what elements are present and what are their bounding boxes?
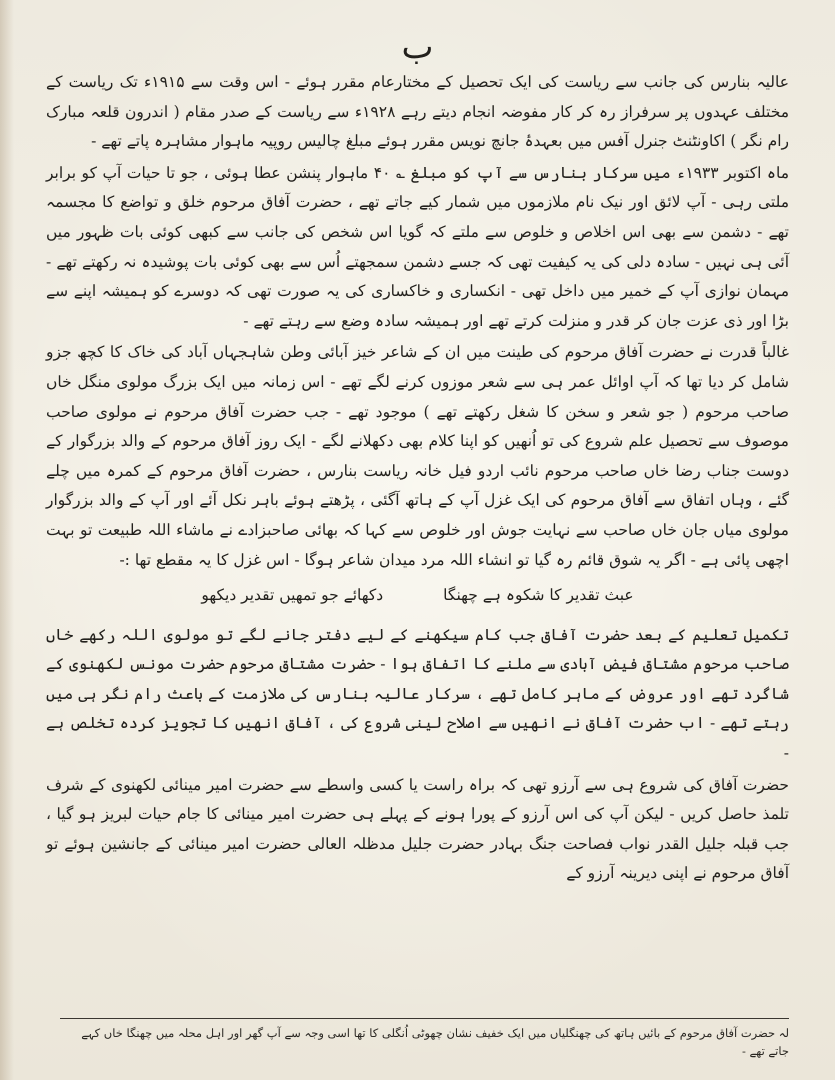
paragraph-education-mentor: تکمیل تعلیم کے بعد حضرت آفاق جب کام سیکھنے کے لیے دفتر جانے لگے تو مولوی اللہ رکھے خاں صاحب مرحوم مشتاق فیض آبادی سے ملنے کا اتفاق ہوا - حضرت مشتاق مرحوم حضرت مونس لکھنوی کے شاگرد تھے اور عروض کے ماہر کامل تھے ، سرکار عالیہ بنارس کی ملازمت کے باعث رام نگر ہی میں رہتے تھے - اب حضرت آفاق نے انھیں سے اصلاح لینی شروع کی ، آفاق انھیں کا تجویز کردہ تخلص ہے - <box>46 625 789 763</box>
couplet-verse <box>46 581 789 611</box>
paragraph-service-history: عالیہ بنارس کی جانب سے ریاست کی ایک تحصیل کے مختارعام مقرر ہوئے - اس وقت سے ۱۹۱۵ء تک ریاست کے مختلف عہدوں پر سرفراز رہ کر کار مفوضہ انجام دیتے رہے ۱۹۲۸ء سے ریاست کے صدر مقام ( اندرون قلعہ مبارک رام نگر ) اکاونٹنٹ جنرل آفس میں بعہدۂ جانچ نویس مقرر ہوئے مبلغ چالیس روپیہ ماہوار مشاہرہ پاتے تھے - <box>46 73 790 151</box>
couplet-first-hemistich: عبث تقدیر کا شکوہ ہے چھنگا <box>443 586 634 605</box>
couplet-second-hemistich: دکھائے جو تمھیں تقدیر دیکھو <box>201 586 384 605</box>
body-text <box>46 68 789 891</box>
footnote: لہ حضرت آفاق مرحوم کے بائیں ہاتھ کی چھنگلیاں میں ایک خفیف نشان چھوٹی اُنگلی کا تھا اسی وجہ سے آپ گھر اور اہل محلہ میں چھنگا خاں کہے جاتے تھے - <box>81 1026 789 1058</box>
page-letter-heading: ب <box>401 27 434 67</box>
paragraph-ameer-minai: حضرت آفاق کی شروع ہی سے آرزو تھی کہ براہ راست یا کسی واسطے سے حضرت امیر مینائی لکھنوی کے شرف تلمذ حاصل کریں - لیکن آپ کی اس آرزو کے پورا ہونے کے پہلے ہی حضرت امیر مینائی کا جام حیات لبریز ہو گیا ، جب قبلہ جلیل القدر نواب فصاحت جنگ بہادر حضرت جلیل مدظلہ العالی حضرت امیر مینائی کے جانشین ہوئے تو آفاق مرحوم نے اپنی دیرینہ آرزو کے <box>46 775 789 883</box>
paragraph-pension-character: ماہ اکتوبر ۱۹۳۳ء میں سرکار بنارس سے آپ کو مبلغ ؎ ۴۰ ماہوار پنشن عطا ہوئی ، جو تا حیات آپ کو برابر ملتی رہی - آپ لائق اور نیک نام ملازموں میں شمار کیے جاتے تھے ، حضرت آفاق مرحوم خلق و تواضع کا مجسمہ تھے - دشمن سے بھی اس اخلاص و خلوص سے ملتے کہ گویا اس شخص کی جانب سے کبھی کوئی بات ظہور میں آئی ہی نہیں - سادہ دلی کی یہ کیفیت تھی کہ جسے دشمن سمجھتے اُس سے بھی کوئی بات پوشیدہ نہ رکھتے تھے - مہمان نوازی آپ کے خمیر میں داخل تھی - انکساری و خاکساری کی یہ صورت تھی کہ دوسرے کو ہمیشہ اپنے سے بڑا اور ذی عزت جان کر قدر و منزلت کرتے تھے اور ہمیشہ سادہ وضع سے رہتے تھے - <box>46 163 790 330</box>
paragraph-poetic-origins: غالباً قدرت نے حضرت آفاق مرحوم کی طینت میں ان کے شاعر خیز آبائی وطن شاہجہاں آباد کی خاک کا کچھ جزو شامل کر دیا تھا کہ آپ اوائل عمر ہی سے شعر موزوں کرنے لگے تھے - اس زمانہ میں ایک بزرگ مولوی منگل خاں صاحب مرحوم ( جو شعر و سخن کا شغل رکھتے تھے ) موجود تھے - جب حضرت آفاق مرحوم نے مولوی صاحب موصوف سے تحصیل علم شروع کی تو اُنھیں کو اپنا کلام بھی دکھلانے لگے - ایک روز آفاق مرحوم کے والد بزرگوار کے دوست جناب رضا خاں صاحب مرحوم نائب اردو فیل خانہ ریاست بنارس ، حضرت آفاق مرحوم کے کمرہ میں چلے گئے ، وہاں اتفاق سے آفاق مرحوم کی ایک غزل آپ کے ہاتھ آگئی ، پڑھتے ہوئے باہر نکل آئے اور آپ کے والد بزرگوار مولوی میاں جان خاں صاحب سے نہایت جوش اور خلوص سے کہا کہ بھائی صاحبزادے نے ماشاء اللہ طبیعت تو بہت اچھی پائی ہے - اگر یہ شوق قائم رہ گیا تو انشاء اللہ مرد میدان شاعر ہوگا - اس غزل کا یہ مقطع تھا :- <box>46 343 789 569</box>
footnote-divider <box>60 1018 789 1019</box>
